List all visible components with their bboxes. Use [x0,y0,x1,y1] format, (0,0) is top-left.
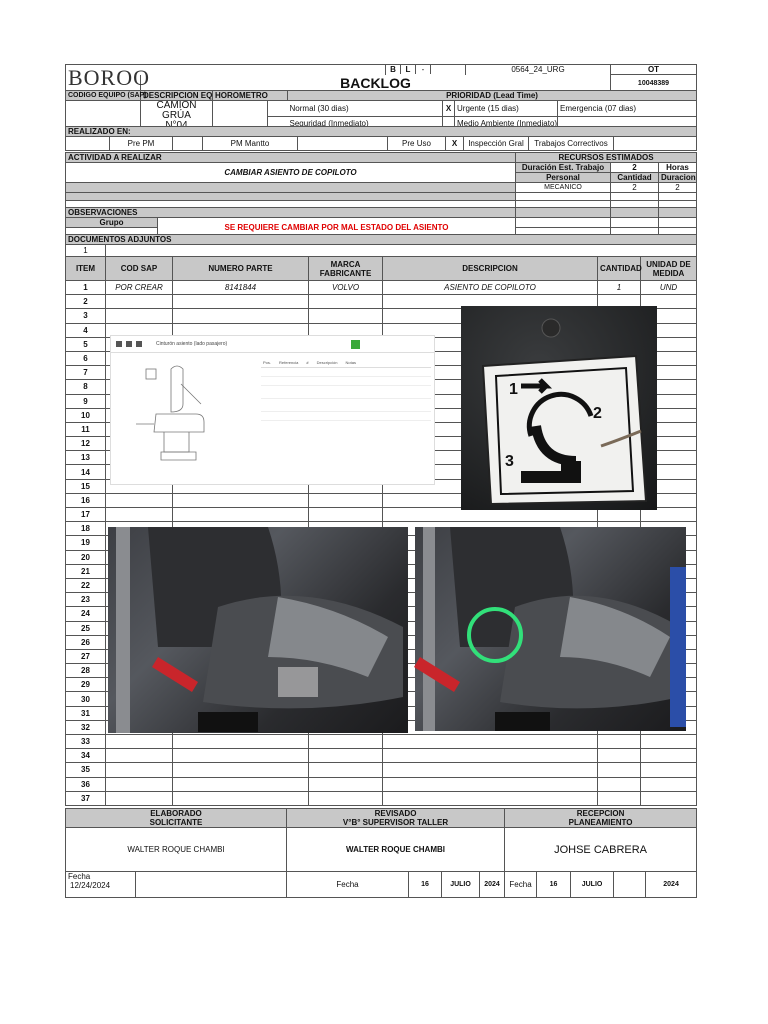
row-cell [173,493,309,507]
pre-pm: Pre PM [110,137,173,151]
fecha2-label: Fecha [287,872,409,898]
row-item: 23 [66,593,106,607]
documentos-label: DOCUMENTOS ADJUNTOS [66,235,697,245]
logo-cell [66,65,151,92]
duracion-value: 2 [611,163,659,173]
col-item: ITEM [66,257,106,281]
row-cell [173,749,309,763]
table-row [66,749,697,763]
row-cantidad: 1 [598,281,641,295]
row-cell [641,763,697,777]
prioridad-label: PRIORIDAD (Lead Time) [288,91,697,101]
row-cell [598,763,641,777]
col-numero-parte: NUMERO PARTE [173,257,309,281]
row-item: 6 [66,351,106,365]
row-item: 7 [66,366,106,380]
catalog-col-notes: Notas [345,360,356,365]
row-item: 32 [66,720,106,734]
row-cell [106,749,173,763]
row-cell [383,777,598,791]
row-item: 34 [66,749,106,763]
prio-urgente-mark: X [443,101,455,117]
ot-label: OT [611,65,697,75]
row-item: 14 [66,465,106,479]
codigo-label: CODIGO EQUIPO (SAP) [66,91,141,101]
row-cell [598,777,641,791]
prio-medio-ambiente: Medio Ambiente (Inmediato) [455,116,558,132]
row-cell [173,777,309,791]
row-item: 9 [66,394,106,408]
row-item: 8 [66,380,106,394]
row-item: 28 [66,664,106,678]
equipment-name: CAMION GRÚA [156,100,197,121]
row-cell [641,791,697,805]
catalog-title: Cinturón asiento (lado pasajero) [156,341,228,347]
fecha3-label: Fecha [505,872,537,898]
damaged-seat-image [108,527,408,733]
row-item: 15 [66,479,106,493]
inspeccion-mark: X [446,137,464,151]
footer-table [65,808,697,898]
duracion-label: Duración Est. Trabajo [516,163,611,173]
catalog-col-pos: Pos. [263,360,272,365]
fecha-label: Fecha [68,872,91,881]
row-cell [383,749,598,763]
row-item: 3 [66,309,106,323]
prio-seguridad: Seguridad (Inmediato) [288,116,443,132]
row-cell [309,791,383,805]
header-table [65,64,697,92]
row-cell [598,791,641,805]
row-item: 10 [66,408,106,422]
descripcion-label: DESCRIPCION EQ [141,91,213,101]
supervisor-label: V°B° SUPERVISOR TALLER [342,818,449,827]
observaciones-table [65,207,697,237]
pre-uso: Pre Uso [388,137,446,151]
row-item: 24 [66,607,106,621]
revisado-label: REVISADO [374,809,417,818]
ot-number: 10048389 [611,75,697,92]
row-cell [309,493,383,507]
row-cell [641,735,697,749]
row-cell [106,791,173,805]
elaborado-label: ELABORADO [150,809,202,818]
row-cell [383,763,598,777]
realizado-table [65,126,697,151]
row-item: 33 [66,735,106,749]
col-marca: MARCA FABRICANTE [309,257,383,281]
row-item: 30 [66,692,106,706]
col-cantidad: CANTIDAD [598,257,641,281]
pm-mantto: PM Mantto [203,137,298,151]
row-cell [173,295,309,309]
row-cell [173,763,309,777]
row-item: 36 [66,777,106,791]
solicitante-name: WALTER ROQUE CHAMBI [66,828,287,872]
row-cell [173,309,309,323]
fecha2-month: JULIO [442,872,480,898]
row-item: 16 [66,493,106,507]
row-cell [598,735,641,749]
col-descripcion: DESCRIPCION [383,257,598,281]
fecha3-year: 2024 [646,872,697,898]
fecha2-year: 2024 [480,872,505,898]
seat-photo-left [108,527,408,733]
row-unidad: UND [641,281,697,295]
row-item: 18 [66,522,106,536]
solicitante-label: SOLICITANTE [149,818,203,827]
inspeccion-gral: Inspección Gral [464,137,529,151]
planeamiento-label: PLANEAMIENTO [568,818,633,827]
elaborado-header [66,809,287,828]
fecha3-day: 16 [537,872,571,898]
row-item: 19 [66,536,106,550]
items-header-row [66,257,697,281]
page-title: BACKLOG [141,75,611,92]
realizado-label: REALIZADO EN: [66,127,697,137]
table-row [66,777,697,791]
row-cell [106,295,173,309]
grupo-label: Grupo [66,218,158,228]
row-item: 26 [66,635,106,649]
col-cod-sap: COD SAP [106,257,173,281]
row-cell [106,777,173,791]
b-letter: B [386,65,401,74]
row-cell [173,735,309,749]
table-row [66,735,697,749]
fecha-cell [66,872,136,898]
horas-label: Horas [659,163,697,173]
row-cell [309,295,383,309]
row-item: 25 [66,621,106,635]
row-cell [106,735,173,749]
row-item: 1 [66,281,106,295]
fecha-value: 12/24/2024 [70,881,111,890]
row-item: 20 [66,550,106,564]
svg-text:2: 2 [593,405,602,422]
row-item: 11 [66,422,106,436]
row-item: 2 [66,295,106,309]
recepcion-header [505,809,697,828]
seat-photo-right [415,527,686,731]
col-unidad: UNIDAD DE MEDIDA [641,257,697,281]
equipment-number: N°04 [165,120,188,131]
row-marca: VOLVO [309,281,383,295]
catalog-col-cant: # [306,360,309,365]
damaged-seat-annotated-image [415,527,686,731]
revisado-header [287,809,505,828]
actividad-value: CAMBIAR ASIENTO DE COPILOTO [66,163,516,183]
l-letter: L [401,65,416,74]
row-item: 35 [66,763,106,777]
prio-urgente: Urgente (15 dias) [455,101,538,117]
row-cell [173,791,309,805]
actividad-label: ACTIVIDAD A REALIZAR [66,153,516,163]
svg-text:3: 3 [505,453,514,470]
recepcion-label: RECEPCION [576,809,625,818]
row-cell [641,749,697,763]
documentos-table [65,234,697,257]
observaciones-label: OBSERVACIONES [66,208,516,218]
seat-diagram [116,354,256,484]
row-cell [309,777,383,791]
prio-normal: Normal (30 dias) [288,101,443,117]
row-cod-sap: POR CREAR [106,281,173,295]
row-item: 4 [66,323,106,337]
row-descripcion: ASIENTO DE COPILOTO [383,281,598,295]
row-cell [383,735,598,749]
observaciones-value: SE REQUIERE CAMBIAR POR MAL ESTADO DEL ASIENTO [158,218,516,237]
fecha3-month: JULIO [571,872,614,898]
row-item: 29 [66,678,106,692]
row-cell [106,508,173,522]
table-row [66,281,697,295]
row-item: 17 [66,508,106,522]
row-item: 13 [66,451,106,465]
duracion-col-label: Duracion [659,173,697,183]
catalog-col-desc: Descripción [316,360,338,365]
table-row [66,763,697,777]
row-cell [106,763,173,777]
planeamiento-name: JOHSE CABRERA [505,828,697,872]
fecha2-day: 16 [409,872,442,898]
duracion-col-value: 2 [659,183,697,193]
personal-label: Personal [516,173,611,183]
row-item: 12 [66,437,106,451]
adjustment-sticker-icon [461,306,657,510]
row-item: 27 [66,649,106,663]
seat-sticker-photo [461,306,657,510]
trabajos-correctivos: Trabajos Correctivos [529,137,614,151]
row-numero-parte: 8141844 [173,281,309,295]
row-cell [309,763,383,777]
row-cell [309,735,383,749]
row-cell [383,791,598,805]
row-item: 21 [66,564,106,578]
row-cell [598,749,641,763]
row-cell [173,508,309,522]
row-cell [309,749,383,763]
documentos-count: 1 [66,245,106,257]
backlog-code: 0564_24_URG [466,65,611,75]
row-item: 31 [66,706,106,720]
horometro-label: HOROMETRO [213,91,288,101]
parts-catalog-screenshot [110,335,435,485]
prio-emergencia: Emergencia (07 dias) [558,101,697,117]
row-cell [106,493,173,507]
row-cell [309,309,383,323]
recursos-label: RECURSOS ESTIMADOS [516,153,697,163]
row-item: 22 [66,578,106,592]
supervisor-name: WALTER ROQUE CHAMBI [287,828,505,872]
boroo-logo: BOROO [68,65,151,90]
personal-value: MECANICO [516,183,611,193]
row-cell [309,508,383,522]
cantidad-value: 2 [611,183,659,193]
row-cell [106,309,173,323]
catalog-col-ref: Referencia [279,360,299,365]
row-cell [641,777,697,791]
cantidad-label: Cantidad [611,173,659,183]
table-row [66,791,697,805]
row-item: 5 [66,337,106,351]
row-item: 37 [66,791,106,805]
svg-text:1: 1 [509,381,518,398]
dash: - [416,65,431,74]
